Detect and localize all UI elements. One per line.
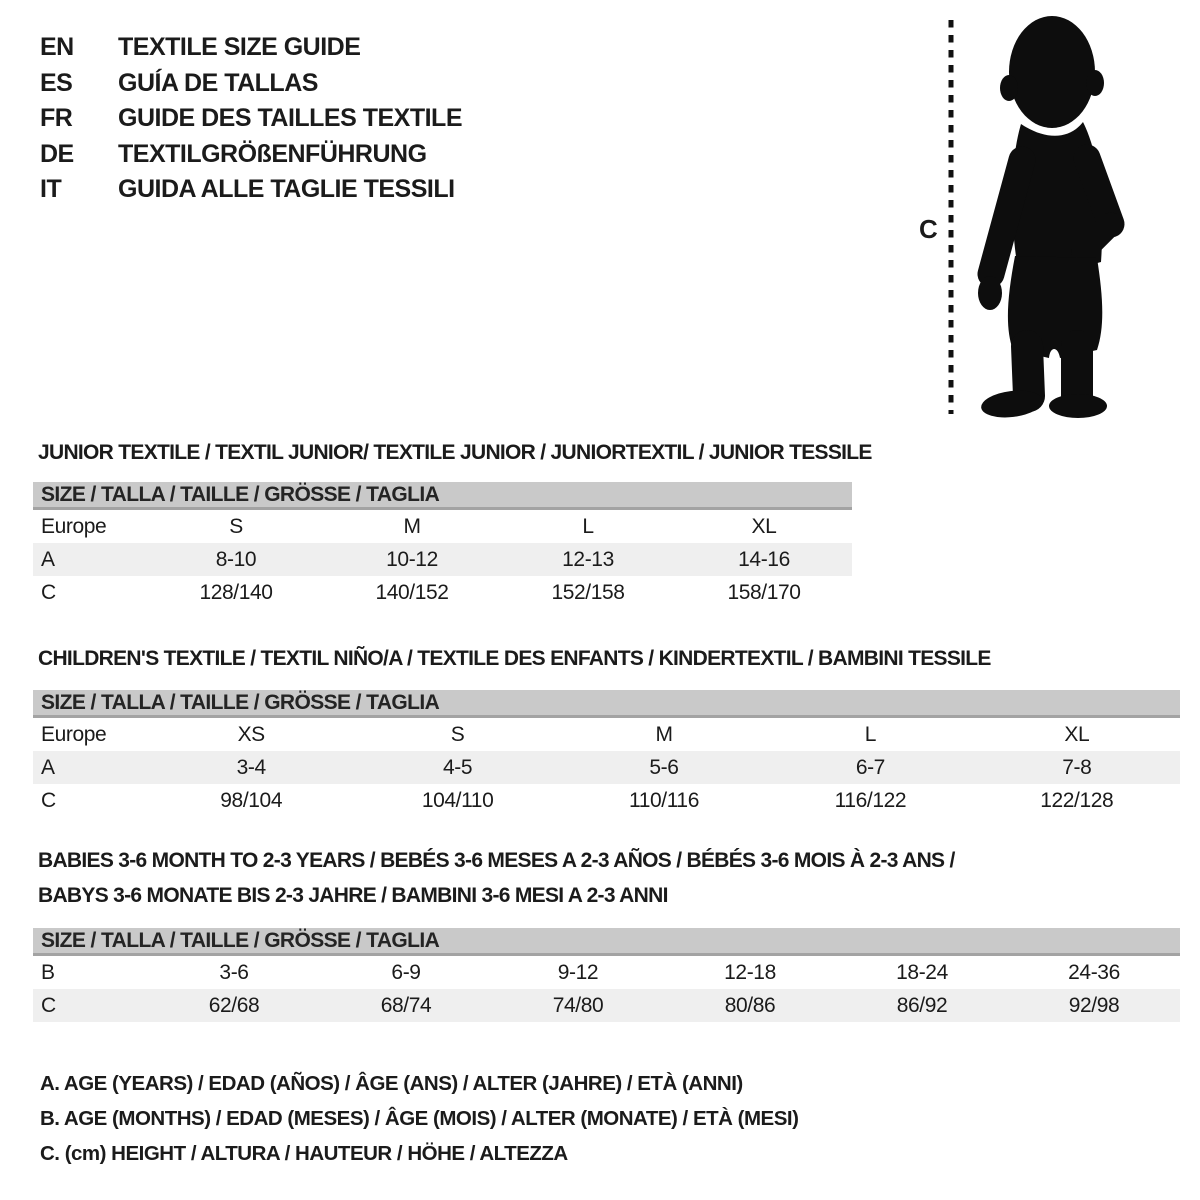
language-code: FR [40, 104, 73, 133]
language-code: IT [40, 175, 62, 204]
table-cell: M [655, 722, 673, 746]
table-row-a [33, 751, 1180, 784]
table-cell: 158/170 [727, 580, 801, 604]
table-row-b [33, 956, 1180, 989]
size-header-bar: SIZE / TALLA / TAILLE / GRÖSSE / TAGLIA [33, 482, 852, 510]
section-title-line: CHILDREN'S TEXTILE / TEXTIL NIÑO/A / TEXTILE DES ENFANTS / KINDERTEXTIL / BAMBINI TESSILE [38, 647, 991, 670]
table-cell: 122/128 [1040, 788, 1114, 812]
language-row [40, 172, 462, 208]
babies-size-table [33, 928, 1180, 1022]
footnote-item: B. AGE (MONTHS) / EDAD (MESES) / ÂGE (MOIS) / ALTER (MONATE) / ETÀ (MESI) [40, 1107, 799, 1130]
table-cell: 62/68 [208, 993, 260, 1017]
section-title-line: BABYS 3-6 MONATE BIS 2-3 JAHRE / BAMBINI 3-6 MESI A 2-3 ANNI [38, 884, 668, 907]
table-cell: 98/104 [220, 788, 283, 812]
table-cell: 7-8 [1062, 755, 1092, 779]
table-cell: L [582, 514, 594, 538]
table-cell: 12-13 [562, 547, 614, 571]
footnotes [40, 1072, 798, 1177]
table-cell: 12-18 [724, 960, 776, 984]
language-code: DE [40, 139, 74, 168]
row-label: Europe [41, 514, 107, 538]
section-title-babies [38, 843, 955, 913]
table-cell: 8-10 [215, 547, 257, 571]
baby-silhouette-icon [905, 12, 1145, 422]
table-cell: 9-12 [557, 960, 599, 984]
language-guide-title: TEXTILGRÖßENFÜHRUNG [118, 139, 427, 168]
table-cell: 140/152 [375, 580, 449, 604]
footnote-item: C. (cm) HEIGHT / ALTURA / HAUTEUR / HÖHE / ALTEZZA [40, 1142, 568, 1165]
language-guide-title: TEXTILE SIZE GUIDE [118, 33, 361, 62]
section-title-line: BABIES 3-6 MONTH TO 2-3 YEARS / BEBÉS 3-6 MESES A 2-3 AÑOS / BÉBÉS 3-6 MOIS À 2-3 ANS / [38, 849, 955, 872]
table-cell: 74/80 [552, 993, 604, 1017]
language-row [40, 30, 462, 66]
row-label: C [41, 993, 56, 1017]
table-row-a [33, 543, 852, 576]
section-title-junior [38, 435, 872, 470]
table-cell: 92/98 [1068, 993, 1120, 1017]
row-label: Europe [41, 722, 107, 746]
table-cell: 6-9 [391, 960, 421, 984]
children-size-table [33, 690, 1180, 817]
size-header-bar: SIZE / TALLA / TAILLE / GRÖSSE / TAGLIA [33, 690, 1180, 718]
table-cell: 14-16 [738, 547, 790, 571]
language-row [40, 137, 462, 173]
row-label: A [41, 547, 55, 571]
table-cell: 5-6 [649, 755, 679, 779]
table-row-europe [33, 510, 852, 543]
table-cell: 116/122 [834, 788, 907, 812]
toddler-silhouette-shape [978, 16, 1111, 421]
table-cell: XL [1064, 722, 1090, 746]
table-cell: S [229, 514, 243, 538]
table-cell: 3-4 [236, 755, 266, 779]
language-code: ES [40, 68, 73, 97]
row-label: C [41, 788, 56, 812]
table-cell: 6-7 [855, 755, 885, 779]
baby-height-figure [905, 12, 1145, 422]
language-title-list [40, 30, 462, 208]
language-guide-title: GUÍA DE TALLAS [118, 68, 318, 97]
language-code: EN [40, 33, 74, 62]
language-row [40, 66, 462, 102]
section-title-line: JUNIOR TEXTILE / TEXTIL JUNIOR/ TEXTILE JUNIOR / JUNIORTEXTIL / JUNIOR TESSILE [38, 441, 872, 464]
table-cell: 104/110 [421, 788, 494, 812]
row-label: B [41, 960, 55, 984]
junior-size-table [33, 482, 852, 609]
language-guide-title: GUIDE DES TAILLES TEXTILE [118, 104, 463, 133]
footnote-item: A. AGE (YEARS) / EDAD (AÑOS) / ÂGE (ANS) / ALTER (JAHRE) / ETÀ (ANNI) [40, 1072, 743, 1095]
table-cell: 18-24 [896, 960, 948, 984]
table-cell: 4-5 [443, 755, 473, 779]
table-cell: 86/92 [896, 993, 948, 1017]
table-cell: M [403, 514, 421, 538]
table-cell: 80/86 [724, 993, 776, 1017]
table-row-europe [33, 718, 1180, 751]
language-row [40, 101, 462, 137]
language-guide-title: GUIDA ALLE TAGLIE TESSILI [118, 175, 455, 204]
row-label: C [41, 580, 56, 604]
table-cell: XL [751, 514, 777, 538]
table-cell: 10-12 [386, 547, 438, 571]
height-measure-label: C [919, 214, 938, 244]
section-title-children [38, 641, 991, 676]
table-cell: 68/74 [380, 993, 432, 1017]
table-cell: XS [237, 722, 265, 746]
table-cell: 3-6 [219, 960, 249, 984]
table-row-c [33, 576, 852, 609]
table-cell: S [450, 722, 465, 746]
table-row-c [33, 784, 1180, 817]
table-cell: 24-36 [1068, 960, 1120, 984]
table-cell: 152/158 [551, 580, 625, 604]
table-cell: 110/116 [628, 788, 699, 812]
size-header-bar: SIZE / TALLA / TAILLE / GRÖSSE / TAGLIA [33, 928, 1180, 956]
table-cell: L [864, 722, 877, 746]
row-label: A [41, 755, 55, 779]
table-cell: 128/140 [199, 580, 273, 604]
table-row-c [33, 989, 1180, 1022]
